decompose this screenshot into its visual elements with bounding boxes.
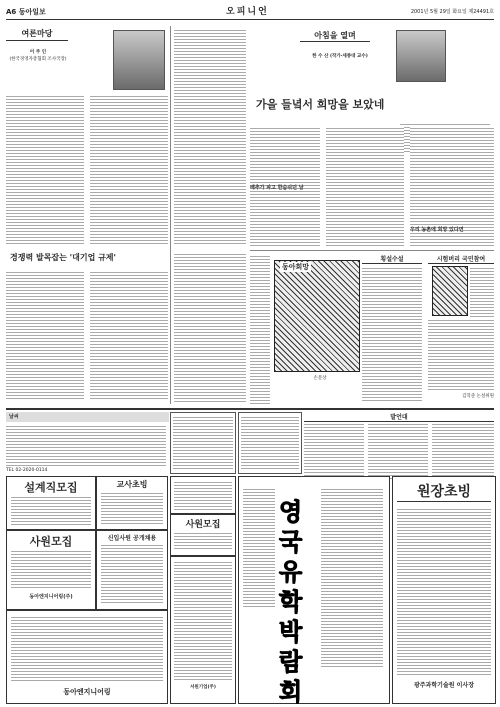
ad-company: 동아엔지니어링 xyxy=(63,687,111,696)
section-divider xyxy=(6,408,494,410)
article-body xyxy=(6,270,84,400)
subhead: 우리 농촌에 희망 있다면 xyxy=(410,227,464,233)
section-divider xyxy=(250,250,494,251)
column-right xyxy=(362,254,494,404)
article-headline: 가을 들녘서 희망을 보았네 xyxy=(256,98,385,111)
ad-small-2 xyxy=(170,556,236,704)
article-body xyxy=(6,94,84,244)
info-box xyxy=(238,412,302,474)
ad-title: 영국유학박람회 xyxy=(279,497,303,706)
ad-teacher xyxy=(96,476,168,530)
cartoon-illustration xyxy=(274,260,360,372)
opinion-column-left xyxy=(6,26,168,404)
cartoon-author: 손문상 xyxy=(313,376,327,381)
cartoon-block xyxy=(250,254,360,404)
section-title: 오피니언 xyxy=(226,7,269,17)
author-name: 김학준 논설위원 xyxy=(462,394,494,399)
weather-table xyxy=(6,424,166,468)
ad-staff-recruit xyxy=(6,530,96,610)
kicker-rule xyxy=(6,40,68,41)
center-opinion xyxy=(304,412,494,482)
ad-title: 신입사원 공개채용 xyxy=(107,535,157,542)
ad-company: 서원기업(주) xyxy=(190,685,216,690)
author-affiliation: (한국경영자총협회 조사국장) xyxy=(9,57,67,62)
article-body xyxy=(362,266,422,402)
ad-title: 원장초빙 xyxy=(416,484,472,500)
author-name: 한 수 산 (작가·세종대 교수) xyxy=(312,54,368,59)
ad-title: 사원모집 xyxy=(185,520,221,530)
article-body xyxy=(90,270,168,400)
ad-title: 사원모집 xyxy=(29,535,73,548)
weather-title: 날씨 xyxy=(6,412,169,422)
ad-company: 광주과학기술원 이사장 xyxy=(413,682,475,689)
ad-engineering xyxy=(6,610,168,704)
ad-design-recruit xyxy=(6,476,96,530)
ad-title: 설계직모집 xyxy=(24,481,78,494)
cartoon-title: 동아희망 xyxy=(282,263,310,271)
issue-date: 2001년 5월 29일 화요일 제24491호 xyxy=(410,9,494,15)
weather-block xyxy=(6,412,166,472)
weather-map xyxy=(170,412,236,474)
article-body xyxy=(250,254,270,404)
article-body xyxy=(90,94,168,244)
column-kicker: 횡설수설 xyxy=(362,254,422,264)
article-body xyxy=(368,422,428,480)
page-number: A6 동아일보 xyxy=(6,8,46,16)
column-kicker: 아침을 열며 xyxy=(300,30,370,42)
ad-small xyxy=(170,476,236,514)
column-kicker: 발언대 xyxy=(304,412,494,422)
ad-new-hire xyxy=(96,530,168,610)
column-divider xyxy=(170,26,171,404)
article-body xyxy=(304,422,364,480)
column-kicker: 시험버리 국민참여 xyxy=(428,254,494,264)
author-photo xyxy=(113,30,165,90)
illustration xyxy=(432,266,468,316)
ad-company: 동아엔지니어링(주) xyxy=(29,594,73,600)
author-name: 이 주 인 xyxy=(29,50,47,55)
article-body xyxy=(326,126,404,246)
article-headline: 경쟁력 발목잡는 '대기업 규제' xyxy=(10,252,116,262)
ad-director xyxy=(392,476,496,704)
weather-phone: TEL 02-2020-0114 xyxy=(6,468,48,473)
article-body xyxy=(428,318,494,390)
ad-uk-education-fair xyxy=(238,476,390,704)
article-body xyxy=(174,252,246,402)
subhead: 배추가 파고 한숨쉬던 날 xyxy=(250,185,304,191)
article-body xyxy=(174,28,246,246)
author-photo xyxy=(396,30,446,82)
page-header xyxy=(6,5,494,20)
article-body xyxy=(470,266,494,326)
article-body xyxy=(432,422,494,480)
ad-staff-recruit-2 xyxy=(170,514,236,556)
column-kicker: 여론마당 xyxy=(21,29,53,38)
ad-title: 교사초빙 xyxy=(116,479,148,489)
